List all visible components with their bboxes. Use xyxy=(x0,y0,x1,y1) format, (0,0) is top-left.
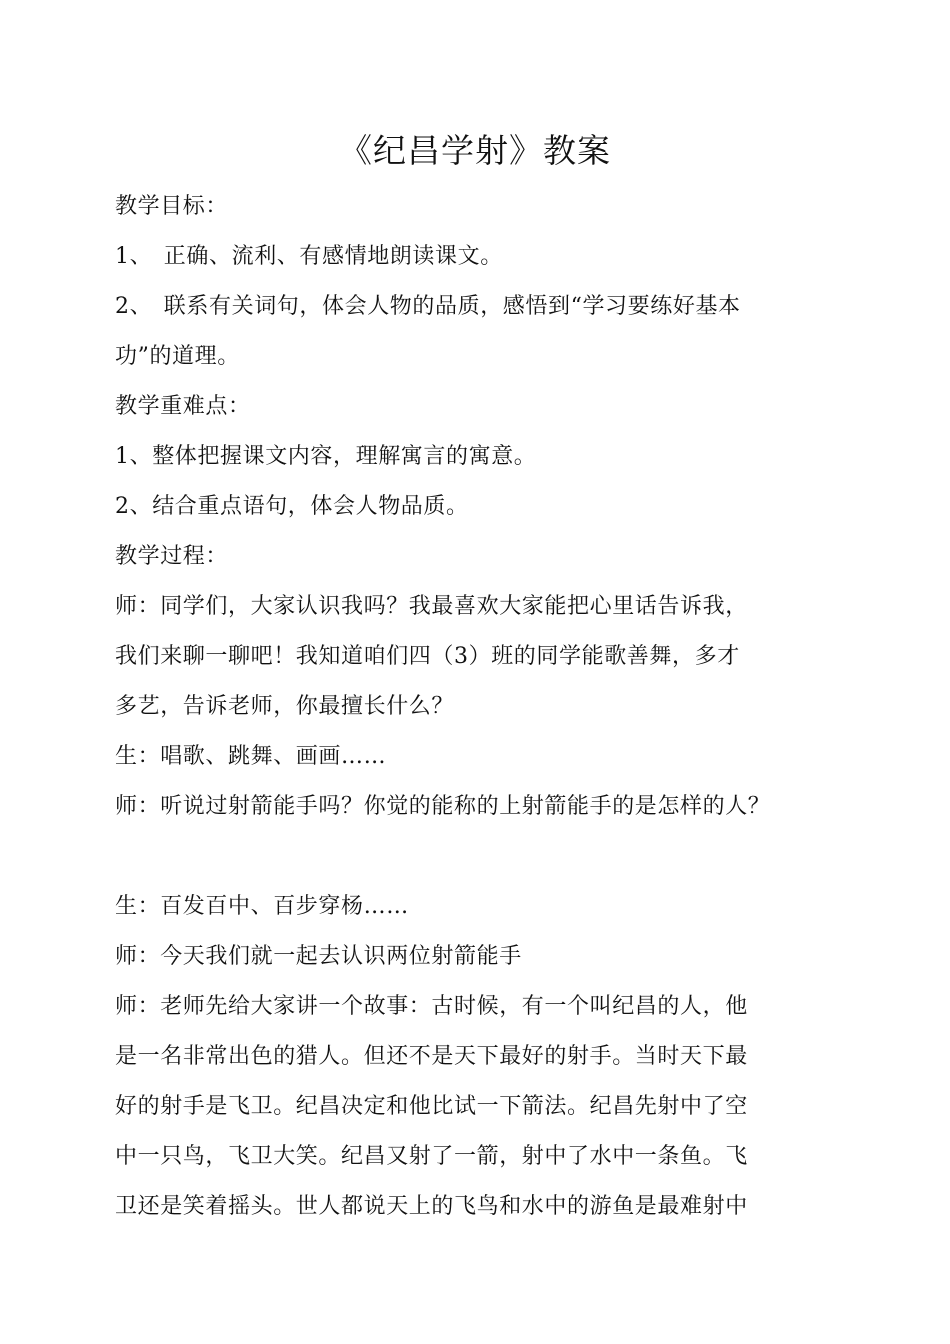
objective-item-2: 2、 联系有关词句，体会人物的品质，感悟到“学习要练好基本 xyxy=(115,294,741,319)
paragraph-line: 师：同学们，大家认识我吗？我最喜欢大家能把心里话告诉我， xyxy=(115,594,748,619)
paragraph-line: 好的射手是飞卫。纪昌决定和他比试一下箭法。纪昌先射中了空 xyxy=(115,1094,748,1119)
objective-item-1: 1、 正确、流利、有感情地朗读课文。 xyxy=(115,244,503,269)
blank-line xyxy=(115,832,855,882)
paragraph-line: 是一名非常出色的猎人。但还不是天下最好的射手。当时天下最 xyxy=(115,1044,748,1069)
key-point-item-2: 2、结合重点语句，体会人物品质。 xyxy=(115,494,469,519)
paragraph-line: 多艺，告诉老师，你最擅长什么？ xyxy=(115,694,455,719)
section-heading-process: 教学过程： xyxy=(115,544,229,569)
section-heading-objectives: 教学目标： xyxy=(115,194,229,219)
document-body xyxy=(115,182,855,1232)
paragraph-line: 卫还是笑着摇头。世人都说天上的飞鸟和水中的游鱼是最难射中 xyxy=(115,1194,748,1219)
paragraph-line: 生：百发百中、百步穿杨…… xyxy=(115,894,409,919)
section-heading-key-points: 教学重难点： xyxy=(115,394,251,419)
paragraph-line: 师：听说过射箭能手吗？你觉的能称的上射箭能手的是怎样的人？ xyxy=(115,794,771,819)
paragraph-line: 生：唱歌、跳舞、画画…… xyxy=(115,744,387,769)
paragraph-line: 中一只鸟，飞卫大笑。纪昌又射了一箭，射中了水中一条鱼。飞 xyxy=(115,1144,748,1169)
paragraph-line: 我们来聊一聊吧！我知道咱们四（3）班的同学能歌善舞，多才 xyxy=(115,644,740,669)
paragraph-line: 师：老师先给大家讲一个故事：古时候，有一个叫纪昌的人，他 xyxy=(115,994,748,1019)
key-point-item-1: 1、整体把握课文内容，理解寓言的寓意。 xyxy=(115,444,537,469)
objective-item-2-continued: 功”的道理。 xyxy=(115,344,240,369)
paragraph-line: 师：今天我们就一起去认识两位射箭能手 xyxy=(115,944,522,969)
document-title: 《纪昌学射》教案 xyxy=(339,131,611,170)
